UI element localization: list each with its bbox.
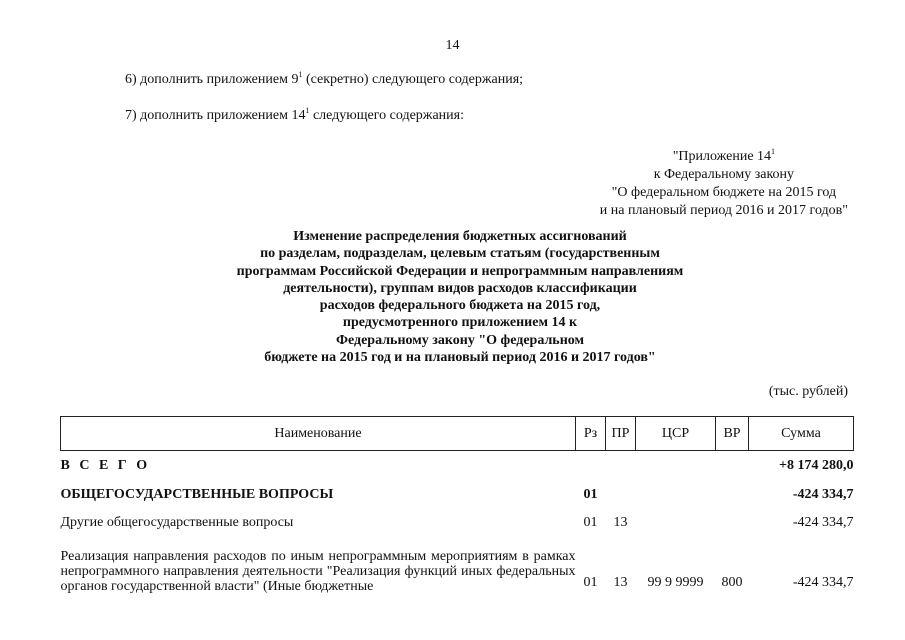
title-line: деятельности), группам видов расходов классификации [283,280,637,296]
annex-line-3: "О федеральном бюджете на 2015 год [611,185,837,200]
row-sum: +8 174 280,0 [779,457,854,473]
title-line: бюджете на 2015 год и на плановый период 2016 и 2017 годов" [264,350,656,366]
row-pr [606,451,636,481]
title-line: по разделам, подразделам, целевым статьям (государственным [260,246,660,262]
table-row [61,481,854,509]
document-title [160,228,760,366]
annex-header [600,143,848,220]
row-csr [636,509,716,537]
table-row [61,537,854,594]
row-pr: 13 [613,514,628,530]
paragraph-7 [125,106,464,124]
annex-line-1 [600,143,848,166]
row-pr: 13 [613,574,628,590]
header-vr: ВР [716,417,749,451]
row-sum: -424 334,7 [792,514,854,530]
row-name: В С Е Г О [60,457,151,473]
annex-line-1-superscript: 1 [771,147,776,156]
header-csr: ЦСР [636,417,716,451]
title-line: предусмотренного приложением 14 к [342,315,578,331]
row-pr [606,481,636,509]
table-header-row [61,417,854,451]
row-rz: 01 [583,514,598,530]
row-vr: 800 [721,574,743,590]
row-rz: 01 [583,574,598,590]
annex-line-4: и на плановый период 2016 и 2017 годов" [599,203,848,218]
annex-line-2: к Федеральному закону [653,167,795,182]
paragraph-7-text: 7) дополнить приложением 14 [125,108,306,123]
row-name: ОБЩЕГОСУДАРСТВЕННЫЕ ВОПРОСЫ [60,486,334,502]
row-name: Другие общегосударственные вопросы [60,514,294,530]
page-number: 14 [445,38,460,53]
paragraph-6 [125,70,523,88]
row-csr [636,481,716,509]
header-name: Наименование [61,417,576,451]
row-csr: 99 9 9999 [647,574,704,590]
title-line: Изменение распределения бюджетных ассигнований [293,229,627,244]
paragraph-6-superscript: 1 [298,70,303,79]
annex-line-1-text: "Приложение 14 [672,149,772,164]
units-label: (тыс. рублей) [768,384,848,399]
budget-table [60,416,854,594]
row-csr [636,451,716,481]
paragraph-6-text-end: (секретно) следующего содержания; [302,72,524,87]
row-rz [576,451,606,481]
header-rz: Рз [576,417,606,451]
row-sum: -424 334,7 [792,574,854,590]
row-name: Реализация направления расходов по иным непрограммным мероприятиям в рамках непрограммного направления деятельности "Реализация функций иных федеральных органов государственной власти" (Иные бюджетные [60,548,576,594]
row-vr [716,481,749,509]
row-vr [716,509,749,537]
table-row [61,509,854,537]
paragraph-7-text-end: следующего содержания: [309,108,464,123]
title-line: программам Российской Федерации и непрограммным направлениям [236,263,684,279]
table-row-total [61,451,854,481]
row-rz: 01 [583,486,598,502]
paragraph-6-text: 6) дополнить приложением 9 [125,72,299,87]
row-sum: -424 334,7 [792,486,854,502]
row-vr [716,451,749,481]
title-line: Федеральному закону "О федеральном [335,332,585,348]
paragraph-7-superscript: 1 [305,106,310,115]
title-line: расходов федерального бюджета на 2015 год, [319,298,601,314]
header-sum: Сумма [749,417,854,451]
header-pr: ПР [606,417,636,451]
